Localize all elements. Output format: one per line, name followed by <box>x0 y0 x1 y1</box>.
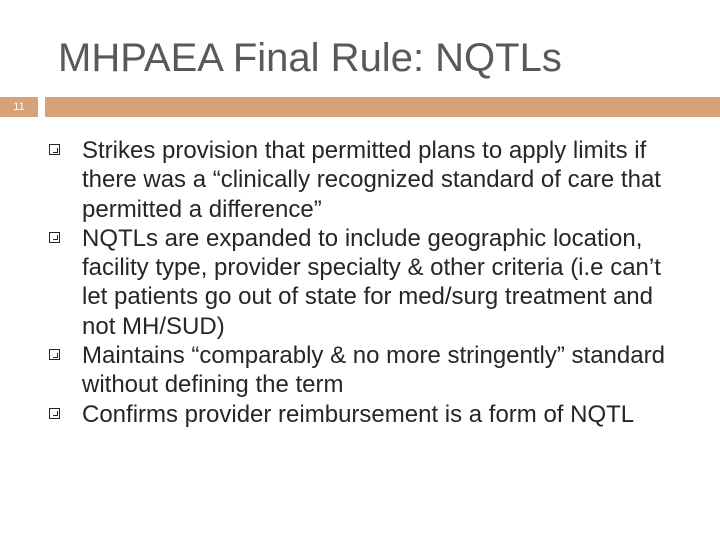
slide-number: 11 <box>13 101 25 113</box>
bullet-item <box>0 136 672 224</box>
title-divider-bar <box>45 97 720 117</box>
square-bullet-icon <box>49 144 60 155</box>
bullet-item <box>0 224 672 341</box>
bullet-list <box>0 136 672 429</box>
square-bullet-icon <box>49 232 60 243</box>
bullet-text: Strikes provision that permitted plans to apply limits if there was a “clinically recognized standard of care that permitted a difference” <box>82 137 661 223</box>
bullet-text: Maintains “comparably & no more stringently” standard without defining the term <box>82 342 665 399</box>
bullet-item <box>0 400 672 429</box>
slide-title: MHPAEA Final Rule: NQTLs <box>58 36 562 80</box>
bullet-item <box>0 341 672 400</box>
square-bullet-icon <box>49 408 60 419</box>
bullet-text: NQTLs are expanded to include geographic location, facility type, provider specialty & other criteria (i.e can’t let patients go out of state for med/surg treatment and not MH/SUD) <box>82 224 661 340</box>
bullet-text: Confirms provider reimbursement is a form of NQTL <box>82 400 635 428</box>
square-bullet-icon <box>49 349 60 360</box>
